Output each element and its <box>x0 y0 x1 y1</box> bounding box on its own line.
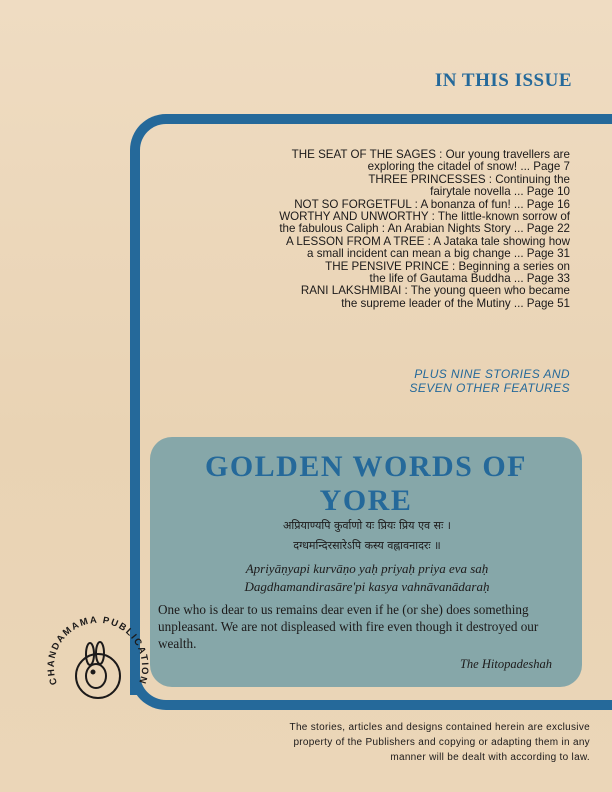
contents-line: THREE PRINCESSES : Continuing the <box>368 172 570 186</box>
contents-line: THE PENSIVE PRINCE : Beginning a series on <box>325 259 570 273</box>
plus-line-2: SEVEN OTHER FEATURES <box>409 381 570 395</box>
contents-line: the fabulous Caliph : An Arabian Nights Story ... Page 22 <box>279 222 570 236</box>
footer-line-2: property of the Publishers and copying or adapting them in any <box>293 737 590 748</box>
contents-line: RANI LAKSHMIBAI : The young queen who became <box>300 284 570 298</box>
contents-line: WORTHY AND UNWORTHY : The little-known sorrow of <box>279 210 570 224</box>
contents-line: THE SEAT OF THE SAGES : Our young travellers are <box>291 148 570 161</box>
contents-list <box>160 149 570 310</box>
transliteration-line-2: Dagdhamandirasāre'pi kasya vahnāvanādaraḥ <box>244 579 490 594</box>
contents-line: a small incident can mean a big change ... Page 31 <box>307 247 570 261</box>
contents-line: fairytale novella ... Page 10 <box>430 185 570 199</box>
sanskrit-verse-line-1: अप्रियाण्यपि कुर्वाणो यः प्रियः प्रिय एव सः । <box>283 519 451 532</box>
logo-text: CHANDAMAMA PUBLICATION <box>45 614 151 687</box>
verse-attribution: The Hitopadeshah <box>459 657 552 671</box>
verse-meaning: One who is dear to us remains dear even if he (or she) does something unpleasant. We are not displeased with fire even though it destroyed our wealth. <box>158 602 539 651</box>
contents-line: the supreme leader of the Mutiny ... Page 51 <box>341 296 570 310</box>
rabbit-icon <box>76 642 120 698</box>
plus-line-1: PLUS NINE STORIES AND <box>414 367 570 381</box>
contents-line: exploring the citadel of snow! ... Page 7 <box>367 160 570 174</box>
transliteration-line-1: Apriyāṇyapi kurvāṇo yaḥ priyaḥ priya eva saḥ <box>245 561 489 576</box>
section-title: IN THIS ISSUE <box>434 70 572 91</box>
contents-line: A LESSON FROM A TREE : A Jataka tale showing how <box>286 234 570 248</box>
footer-line-3: manner will be dealt with according to law. <box>390 752 590 763</box>
golden-words-title: GOLDEN WORDS OF YORE <box>205 450 527 517</box>
chandamama-publication-logo <box>38 602 158 722</box>
contents-line: NOT SO FORGETFUL : A bonanza of fun! ... Page 16 <box>294 197 570 211</box>
copyright-footer <box>150 720 590 765</box>
sanskrit-verse-line-2: दग्धमन्दिरसारेऽपि कस्य वह्नावनादरः ॥ <box>293 539 441 552</box>
svg-text:CHANDAMAMA PUBLICATION <box>46 615 150 686</box>
plus-features-note <box>300 367 570 395</box>
footer-line-1: The stories, articles and designs contained herein are exclusive <box>289 722 590 733</box>
contents-line: the life of Gautama Buddha ... Page 33 <box>369 272 570 286</box>
